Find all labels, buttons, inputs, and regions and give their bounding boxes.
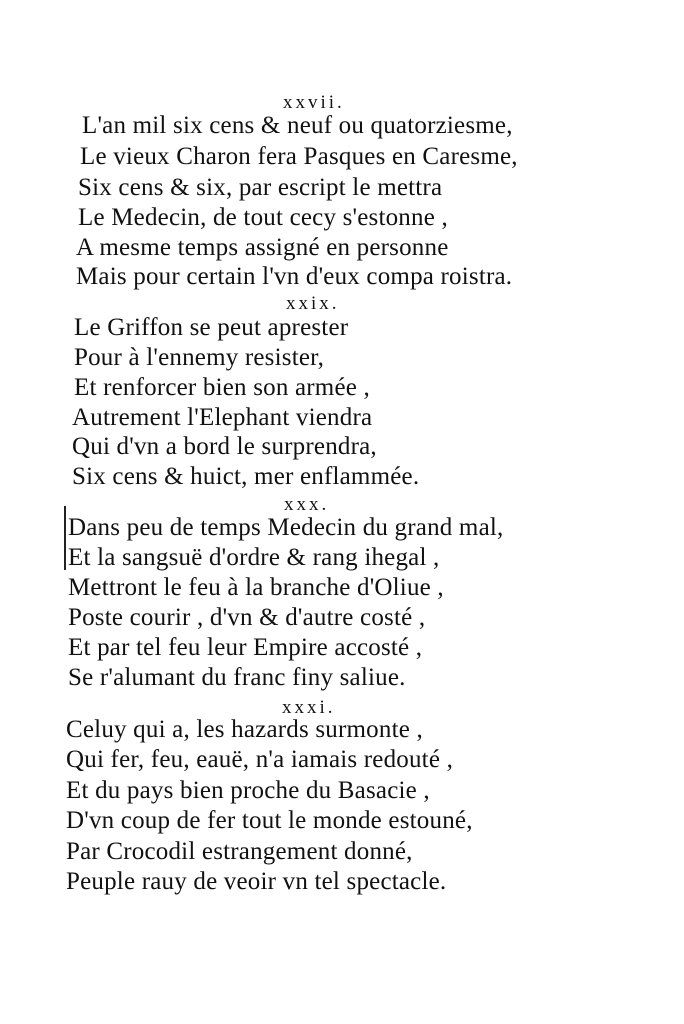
stanza-numeral: xxvii.: [283, 92, 345, 113]
verse-line: Le Griffon se peut aprester: [74, 314, 349, 341]
verse-line: Et par tel feu leur Empire accosté ,: [68, 634, 423, 661]
verse-line: Qui fer, feu, eauë, n'a iamais redouté ,: [66, 746, 454, 773]
verse-line: Mais pour certain l'vn d'eux compa roistra.: [76, 263, 513, 290]
verse-line: Dans peu de temps Medecin du grand mal,: [68, 514, 504, 541]
verse-line: Poste courir , d'vn & d'autre costé ,: [68, 604, 426, 631]
verse-line: Le Medecin, de tout cecy s'estonne ,: [78, 204, 448, 231]
verse-line: Autrement l'Elephant viendra: [72, 404, 373, 431]
verse-line: Pour à l'ennemy resister,: [74, 344, 325, 371]
verse-line: Et renforcer bien son armée ,: [74, 374, 370, 401]
verse-line: Qui d'vn a bord le surprendra,: [72, 433, 377, 460]
verse-line: Et du pays bien proche du Basacie ,: [66, 777, 430, 804]
verse-line: A mesme temps assigné en personne: [76, 234, 449, 261]
stanza-numeral: xxix.: [286, 293, 340, 314]
stanza-numeral: xxx.: [284, 494, 330, 515]
verse-line: Mettront le feu à la branche d'Oliue ,: [68, 574, 444, 601]
margin-mark: [64, 506, 66, 570]
verse-line: Celuy qui a, les hazards surmonte ,: [66, 716, 423, 743]
verse-line: D'vn coup de fer tout le monde estouné,: [66, 807, 473, 834]
verse-line: Six cens & six, par escript le mettra: [78, 174, 443, 201]
stanza-numeral: xxxi.: [282, 697, 336, 718]
verse-line: Le vieux Charon fera Pasques en Caresme,: [80, 143, 518, 170]
verse-line: L'an mil six cens & neuf ou quatorziesme,: [82, 112, 513, 139]
verse-line: Par Crocodil estrangement donné,: [66, 838, 413, 865]
verse-line: Se r'alumant du franc finy saliue.: [68, 664, 406, 691]
verse-line: Et la sangsuë d'ordre & rang ihegal ,: [68, 544, 440, 571]
verse-line: Six cens & huict, mer enflammée.: [72, 463, 420, 490]
verse-line: Peuple rauy de veoir vn tel spectacle.: [66, 868, 447, 895]
